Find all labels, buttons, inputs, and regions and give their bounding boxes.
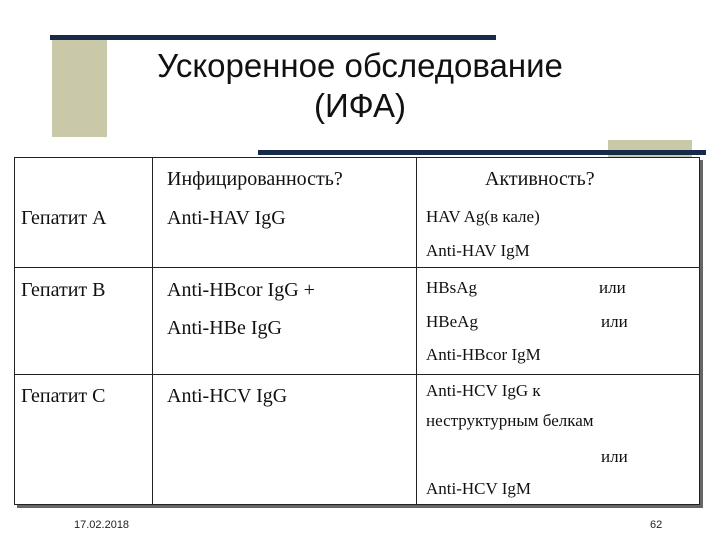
activity-marker: HBeAg — [426, 312, 478, 331]
header-activity: Активность? — [485, 168, 595, 190]
row-name-hepatitis-c: Гепатит С — [21, 385, 106, 407]
infection-marker: Anti-HAV IgG — [167, 207, 286, 229]
title-line-2: (ИФА) — [313, 87, 407, 124]
activity-marker: HAV Ag(в кале) — [426, 207, 540, 226]
activity-connector: или — [601, 312, 628, 331]
slide-date: 17.02.2018 — [74, 519, 130, 531]
hepatitis-table — [14, 157, 700, 505]
decorative-line-bottom — [258, 150, 706, 155]
activity-marker: неструктурным белкам — [426, 411, 594, 430]
activity-marker: HBsAg — [426, 278, 478, 297]
row-name-hepatitis-a: Гепатит А — [21, 207, 107, 229]
activity-marker: Anti-HBcor IgM — [426, 345, 541, 364]
row-divider-1 — [15, 267, 699, 268]
header-infection: Инфицированность? — [167, 168, 343, 190]
slide-number: 62 — [650, 519, 663, 531]
decorative-square — [52, 36, 107, 137]
title-line-1: Ускоренное обследование — [157, 47, 563, 84]
decorative-line-top — [50, 35, 496, 40]
row-name-hepatitis-b: Гепатит В — [21, 279, 106, 301]
column-divider-1 — [152, 158, 153, 504]
activity-marker: Anti-HCV IgG к — [426, 381, 541, 400]
activity-marker: Anti-HAV IgM — [426, 241, 530, 260]
infection-marker: Anti-HBcor IgG + — [167, 279, 315, 301]
row-divider-2 — [15, 374, 699, 375]
activity-connector: или — [601, 447, 628, 466]
decorative-square-bottom — [608, 140, 692, 158]
column-divider-2 — [416, 158, 417, 504]
slide-title — [110, 46, 610, 126]
infection-marker: Anti-HBe IgG — [167, 317, 282, 339]
activity-marker: Anti-HCV IgM — [426, 479, 531, 498]
activity-connector: или — [599, 278, 626, 297]
infection-marker: Anti-HCV IgG — [167, 385, 288, 407]
